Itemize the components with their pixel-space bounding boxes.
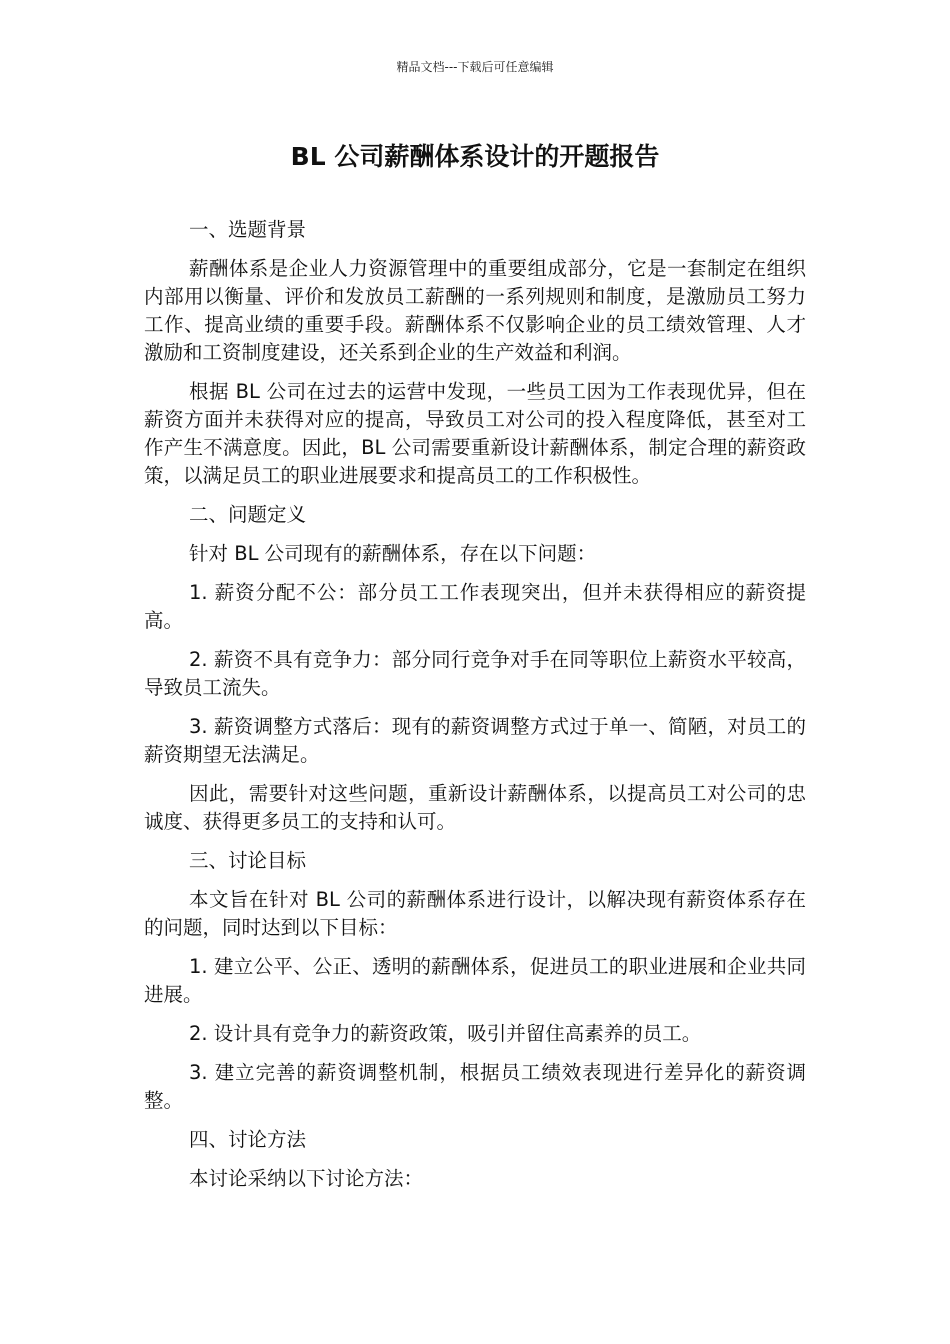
- paragraph-problem-intro: 针对 BL 公司现有的薪酬体系，存在以下问题：: [189, 542, 597, 565]
- list-item-goal-1: 1. 建立公平、公正、透明的薪酬体系，促进员工的职业进展和企业共同进展。: [144, 955, 806, 1006]
- paragraph-background-2: 根据 BL 公司在过去的运营中发现，一些员工因为工作表现优异，但在薪资方面并未获得对应的提高，导致员工对公司的投入程度降低，甚至对工作产生不满意度。因此，BL 公司需要重新设计薪酬体系，制定合理的薪资政策，以满足员工的职业进展要求和提高员工的工作积极性。: [144, 380, 806, 487]
- paragraph-goals-intro: 本文旨在针对 BL 公司的薪酬体系进行设计，以解决现有薪资体系存在的问题，同时达到以下目标：: [144, 888, 806, 939]
- paragraph-background-1: 薪酬体系是企业人力资源管理中的重要组成部分，它是一套制定在组织内部用以衡量、评价和发放员工薪酬的一系列规则和制度，是激励员工努力工作、提高业绩的重要手段。薪酬体系不仅影响企业的员工绩效管理、人才激励和工资制度建设，还关系到企业的生产效益和利润。: [144, 257, 806, 364]
- document-body: [144, 216, 806, 1204]
- list-item-goal-3: 3. 建立完善的薪资调整机制，根据员工绩效表现进行差异化的薪资调整。: [144, 1061, 806, 1112]
- paragraph-problem-conclusion: 因此，需要针对这些问题，重新设计薪酬体系，以提高员工对公司的忠诚度、获得更多员工的支持和认可。: [144, 782, 806, 833]
- list-item-problem-2: 2. 薪资不具有竞争力：部分同行竞争对手在同等职位上薪资水平较高，导致员工流失。: [144, 648, 806, 699]
- section-heading-background: 一、选题背景: [189, 218, 307, 241]
- list-item-goal-2: 2. 设计具有竞争力的薪资政策，吸引并留住高素养的员工。: [189, 1022, 702, 1045]
- section-heading-goals: 三、讨论目标: [189, 849, 307, 872]
- section-heading-method: 四、讨论方法: [189, 1128, 307, 1151]
- document-title: BL 公司薪酬体系设计的开题报告: [290, 142, 660, 171]
- paragraph-method-intro: 本讨论采纳以下讨论方法：: [189, 1167, 424, 1190]
- section-heading-problem: 二、问题定义: [189, 503, 307, 526]
- list-item-problem-1: 1. 薪资分配不公：部分员工工作表现突出，但并未获得相应的薪资提高。: [144, 581, 806, 632]
- list-item-problem-3: 3. 薪资调整方式落后：现有的薪资调整方式过于单一、简陋，对员工的薪资期望无法满足。: [144, 715, 806, 766]
- header-note: 精品文档---下载后可任意编辑: [396, 60, 554, 74]
